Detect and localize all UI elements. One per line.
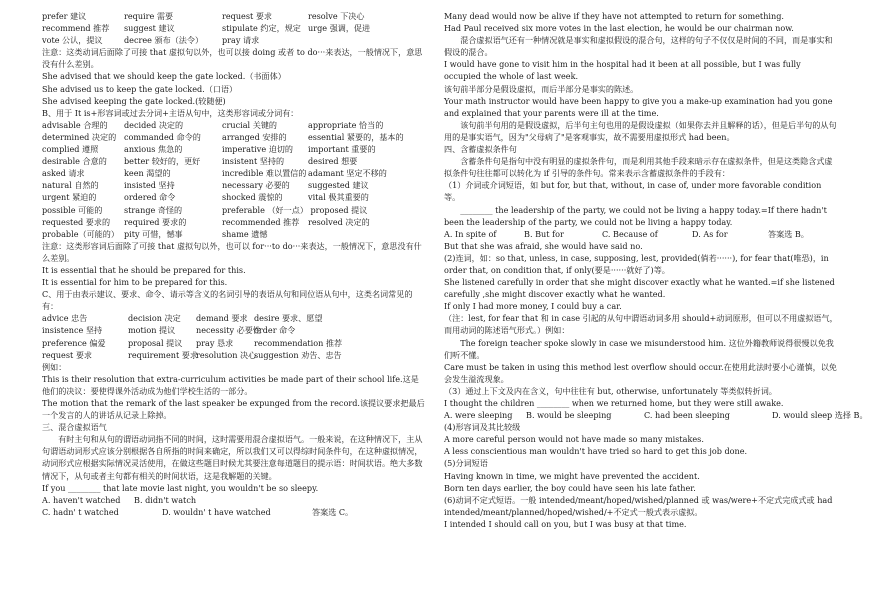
subheading: (4)形容词及其比较级: [444, 422, 521, 433]
answer-option: D. wouldn' t have watched: [162, 506, 271, 517]
adjective-cell: strange 奇怪的: [124, 204, 183, 215]
verb-row: [42, 34, 426, 46]
adjective-cell: crucial 关键的: [222, 119, 278, 130]
noun-cell: request 要求: [42, 349, 93, 360]
adjective-row: [42, 155, 426, 167]
adjective-row: [42, 131, 426, 143]
answer-options: [42, 494, 426, 506]
answer-option: B. But for: [524, 228, 564, 239]
noun-cell: necessity 必要性: [196, 325, 261, 336]
answer-option: A. were sleeping: [444, 410, 513, 421]
example-sentence: It is essential that he should be prepared for this.: [42, 264, 246, 275]
adjective-cell: recommended 推荐: [222, 216, 300, 227]
noun-cell: requirement 要求: [128, 349, 198, 360]
noun-row: [42, 337, 426, 349]
verb-cell: prefer 建议: [42, 11, 87, 21]
noun-cell: [324, 312, 426, 324]
verb-cell: vote 公认，提议: [42, 35, 103, 46]
adjective-row: [42, 216, 426, 228]
verb-row: [42, 10, 426, 22]
noun-cell: recommendation 推荐: [254, 337, 343, 348]
answer-option: D. As for: [692, 228, 728, 239]
adjective-cell: advisable 合理的: [42, 119, 108, 130]
answer-option: 答案选 C。: [312, 506, 354, 517]
adjective-cell: probable（可能的）: [42, 228, 119, 239]
adjective-cell: [308, 228, 426, 240]
noun-row: [42, 324, 426, 336]
question-sentence: I thought the children ________ when we returned home, but they were still awake.: [444, 398, 784, 408]
example-sentence: A less conscientious man wouldn't have tried so hard to get this job done.: [444, 446, 748, 457]
adjective-row: [42, 167, 426, 179]
adjective-cell: essential 紧要的，基本的: [308, 131, 404, 142]
adjective-cell: commanded 命令的: [124, 131, 201, 142]
noun-cell: pray 恳求: [196, 337, 234, 348]
noun-cell: [324, 324, 426, 336]
section-heading-b: B、用于 It is+形容词或过去分词+主语从句中，这类形容词或分词有：: [42, 107, 299, 118]
verbs-table: [42, 10, 426, 46]
adjective-cell: natural 自然的: [42, 180, 99, 191]
noun-table: [42, 312, 426, 360]
noun-cell: motion 提议: [128, 325, 176, 336]
answer-option: [226, 494, 318, 506]
verb-cell: require 需要: [124, 11, 174, 21]
verb-cell: resolve 下决心: [308, 11, 365, 21]
adjective-cell: desirable 合意的: [42, 156, 107, 167]
example-sentence: Had Paul received six more votes in the last election, he would be our chairman now.: [444, 23, 794, 34]
example-sentence: It is essential for him to be prepared for this.: [42, 277, 228, 288]
example-sentence: She advised us to keep the gate locked.（口语）: [42, 83, 238, 94]
noun-cell: desire 要求、愿望: [254, 313, 323, 324]
answer-option: 答案选 B。: [768, 228, 809, 239]
noun-cell: proposal 提议: [128, 337, 183, 348]
adjective-cell: shocked 震惊的: [222, 192, 283, 203]
verb-cell: pray 请求: [222, 35, 260, 46]
verb-cell: recommend 推荐: [42, 23, 110, 34]
noun-cell: insistence 坚持: [42, 325, 103, 336]
explanation-paragraph: 含蓄条件句是指句中没有明显的虚拟条件句，而是利用其他手段来暗示存在虚拟条件，但是这类隐含式虚拟条件句往往都可以转化为 if 引导的条件句。常来表示含蓄虚拟条件的手段有：: [444, 156, 833, 179]
adjective-cell: preferable （好一点） proposed 提议: [222, 204, 368, 215]
adjective-cell: desired 想要: [308, 156, 358, 167]
explanation-paragraph: 混合虚拟语气还有一种情况就是事实和虚拟假设的混合句，这样的句子不仅仅是时间的不同，而是事实和假设的混合。: [444, 35, 833, 58]
adjective-cell: incredible 难以置信的: [222, 168, 307, 179]
example-sentence: If only I had more money, I could buy a car.: [444, 301, 622, 312]
example-sentence: Many dead would now be alive if they have not attempted to return for something.: [444, 11, 784, 21]
answer-options: [444, 228, 838, 240]
example-sentence: Your math instructor would have been happy to give you a make-up examination had you gone and explained that your parents were ill at the time.: [444, 95, 833, 118]
adjective-cell: insisted 坚持: [124, 180, 175, 191]
adjective-cell: vital 极其重要的: [308, 192, 369, 203]
explanation-line: 该句前半部分是假设虚拟，而后半部分是事实的陈述。: [444, 83, 639, 94]
noun-cell: demand 要求: [196, 313, 248, 324]
answer-option: [318, 494, 430, 506]
example-sentence: Born ten days earlier, the boy could have seen his late father.: [444, 482, 696, 493]
adjective-cell: suggested 建议: [308, 180, 369, 191]
adjective-cell: urgent 紧迫的: [42, 192, 97, 203]
noun-cell: [324, 337, 426, 349]
section-heading-3: 三、混合虚拟语气: [42, 422, 107, 433]
section-paragraph: 有时主句和从句的谓语动词指不同的时间，这时需要用混合虚拟语气。一般来说，在这种情况下，主从句谓语动词形式应该分别根据各自所指的时间来确定，所以我们又可以得综时间条件句，在这种虚拟情况，动词形式应根据实际情况灵活使用，在做这些题目时候尤其要注意每道题目的提示语：时间状语。绝大多数情况下，从句或者主句都有相关的时间状语，这是我解题的关键。: [42, 434, 423, 481]
adjective-cell: asked 请求: [42, 168, 85, 179]
explanation-line: (6)动词不定式短语。一般 intended/meant/hoped/wished/planned 或 was/were+不定式完成式或 had intended/meant/planned/hoped/wished/+不定式一般式表示虚拟。: [444, 494, 833, 517]
answer-options: [444, 409, 868, 421]
example-sentence: This is their resolution that extra-curriculum activities be made part of their school life.这是他们的决议：要使得课外活动成为他们学校生活的一部分。: [42, 373, 419, 396]
adjective-cell: complied 遵照: [42, 144, 99, 155]
subheading: (5)分词短语: [444, 458, 488, 469]
example-sentence: I intended I should call on you, but I was busy at that time.: [444, 518, 687, 529]
note-paragraph: 注意：这类动词后面除了可接 that 虚拟句以外，也可以接 doing 或者 to do···来表达，一般情况下，意思没有什么差别。: [42, 47, 423, 70]
noun-cell: suggestion 劝告、忠告: [254, 349, 342, 360]
adjective-cell: adamant 坚定不移的: [308, 168, 387, 179]
verb-cell: [308, 34, 426, 46]
example-sentence: Having known in time, we might have prevented the accident.: [444, 470, 700, 481]
adjective-cell: important 重要的: [308, 144, 376, 155]
example-sentence: But that she was afraid, she would have said no.: [444, 240, 643, 251]
noun-row: [42, 312, 426, 324]
question-sentence: ________ the leadership of the party, we could not be living a happy today.=If there hadn't been the leadership of the party, we could not be living a happy today.: [444, 204, 827, 227]
verb-cell: stipulate 约定，规定: [222, 23, 301, 34]
noun-cell: preference 偏爱: [42, 337, 106, 348]
right-column: [444, 10, 868, 530]
example-sentence: A more careful person would not have made so many mistakes.: [444, 434, 704, 445]
adjective-cell: pity 可惜，憾事: [124, 228, 183, 239]
adjective-cell: shame 遗憾: [222, 228, 268, 239]
adjective-cell: requested 要求的: [42, 216, 111, 227]
adjective-cell: [308, 204, 426, 216]
answer-options: [42, 506, 426, 518]
adjective-cell: anxious 焦急的: [124, 144, 183, 155]
section-heading-c: C、用于由表示建议、要求、命令、请示等含义的名词引导的表语从句和同位语从句中，这类名词常见的有：: [42, 289, 413, 312]
adjective-row: [42, 119, 426, 131]
explanation-line: （3）通过上下文及内在含义，句中往往有 but, otherwise, unfortunately 等类似转折词。: [444, 385, 777, 396]
example-sentence: She listened carefully in order that she might discover exactly what he wanted.=if she listened carefully ,she might discover exactly what he wanted.: [444, 277, 835, 300]
noun-row: [42, 349, 426, 361]
adjective-row: [42, 191, 426, 203]
adjective-cell: arranged 安排的: [222, 131, 287, 142]
example-sentence: Care must be taken in using this method lest overflow should occur.在使用此法时要小心谨慎，以免会发生溢流现象。: [444, 361, 837, 384]
adjective-cell: possible 可能的: [42, 204, 103, 215]
adjective-row: [42, 143, 426, 155]
note-paragraph: 注意：这类形容词后面除了可接 that 虚拟句以外，也可以 for···to do···来表达，一般情况下，意思没有什么差别。: [42, 240, 422, 263]
answer-option: A. In spite of: [444, 228, 497, 239]
example-sentence: I would have gone to visit him in the hospital had it been at all possible, but I was fully occupied the whole of last week.: [444, 59, 801, 82]
question-sentence: If you ________ that late movie last night, you wouldn't be so sleepy.: [42, 482, 319, 493]
answer-option: C. Because of: [602, 228, 658, 239]
adjective-cell: determined 决定的: [42, 131, 117, 142]
adjective-cell: required 要求的: [124, 216, 187, 227]
answer-option: B. would be sleeping: [526, 410, 612, 421]
left-column: [42, 10, 426, 518]
answer-option: D. would sleep 选择 B。: [772, 410, 868, 421]
adjective-cell: resolved 决定的: [308, 216, 370, 227]
adjective-table: [42, 119, 426, 240]
example-sentence: The foreign teacher spoke slowly in case we misunderstood him. 这位外籍教师说得很慢以免我们听不懂。: [444, 337, 834, 360]
verb-cell: urge 强调，促进: [308, 23, 371, 34]
adjective-cell: insistent 坚持的: [222, 156, 285, 167]
adjective-cell: necessary 必要的: [222, 180, 290, 191]
noun-cell: decision 决定: [128, 313, 181, 324]
answer-option: C. hadn' t watched: [42, 506, 119, 517]
adjective-row: [42, 228, 426, 240]
note-paragraph: （注：lest, for fear that 和 in case 引起的从句中谓语动词多用 should+动词原形，但可以不用虚拟语气，而用动词的陈述语气形式。）例如：: [444, 313, 838, 336]
adjective-cell: better 较好的，更好: [124, 156, 201, 167]
adjective-cell: keen 渴望的: [124, 168, 171, 179]
explanation-line: （1）介词或介词短语，如 but for, but that, without, in case of, under more favorable condition 等。: [444, 180, 822, 203]
explanation-line: (2)连词，如：so that, unless, in case, supposing, lest, provided(倘若······), for fear that(唯恐)，in order that, on condition that, if only(要是······就好了)等。: [444, 252, 829, 275]
answer-option: B. didn't watch: [134, 494, 197, 505]
adjective-row: [42, 204, 426, 216]
explanation-paragraph: 该句前半句用的是假设虚拟，后半句主句也用的是假设虚拟（如果你去并且解释的话），但是后半句的从句用的是事实语气，因为"父母病了"是客观事实，故不需要用虚拟形式 had been。: [444, 119, 837, 142]
noun-cell: [324, 349, 426, 361]
section-heading-4: 四、含蓄虚拟条件句: [444, 144, 517, 155]
verb-cell: request 要求: [222, 11, 273, 21]
noun-cell: resolution 决心: [196, 349, 257, 360]
example-label: 例如：: [42, 361, 67, 372]
adjective-row: [42, 179, 426, 191]
example-sentence: She advised keeping the gate locked.(较随便): [42, 95, 226, 106]
answer-option: A. haven't watched: [42, 494, 121, 505]
verb-cell: suggest 建议: [124, 23, 175, 34]
adjective-cell: appropriate 恰当的: [308, 119, 384, 130]
adjective-cell: imperative 迫切的: [222, 144, 293, 155]
noun-cell: order 命令: [254, 325, 296, 336]
noun-cell: advice 忠告: [42, 313, 88, 324]
adjective-cell: ordered 命令: [124, 192, 176, 203]
example-sentence: She advised that we should keep the gate locked.（书面体）: [42, 71, 286, 82]
verb-cell: decree 颁布（法令）: [124, 35, 204, 46]
adjective-cell: decided 决定的: [124, 119, 184, 130]
verb-row: [42, 22, 426, 34]
example-sentence: The motion that the remark of the last speaker be expunged from the record.该提议要求把最后一个发言的人的讲话从记录上除掉。: [42, 398, 425, 421]
answer-option: C. had been sleeping: [644, 410, 730, 421]
